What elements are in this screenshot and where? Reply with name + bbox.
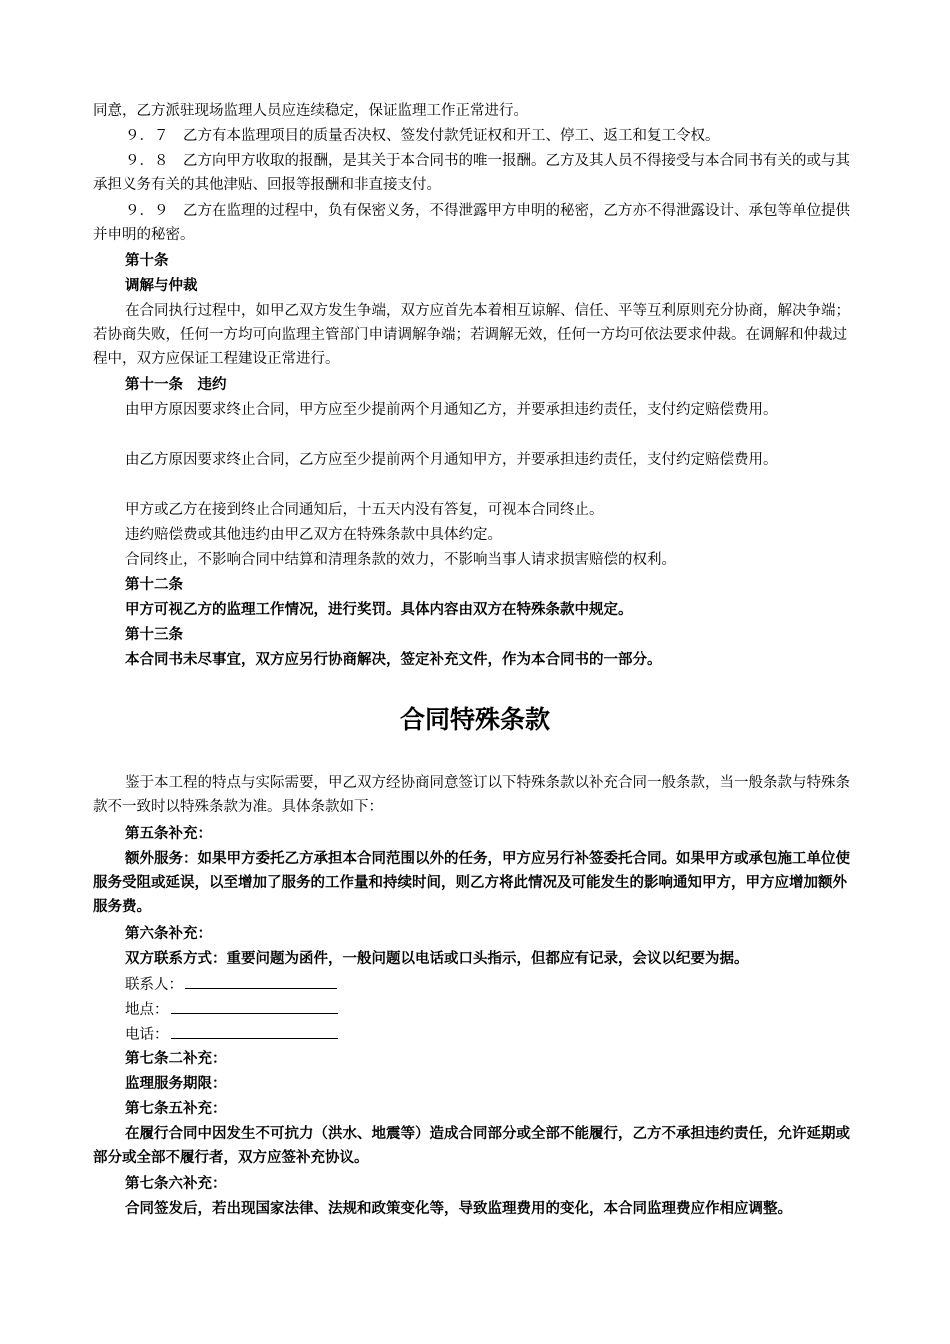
phone-blank[interactable] — [171, 1022, 338, 1039]
supplement-7-2-heading: 第七条二补充： — [125, 1050, 227, 1067]
article-11-para-3: 甲方或乙方在接到终止合同通知后，十五天内没有答复，可视本合同终止。 — [125, 502, 604, 518]
contact-person-field — [125, 972, 337, 997]
article-10-body: 在合同执行过程中，如甲乙双方发生争端，双方应首先本着相互谅解、信任、平等互利原则充分协商，解决争端；若协商失败，任何一方均可向监理主管部门申请调解争端；若调解无效，任何一方均可依法要求仲裁。在调解和仲裁过程中，双方应保证工程建设正常进行。 — [93, 303, 850, 367]
contact-person-blank[interactable] — [185, 972, 337, 989]
supplement-7-2-body: 监理服务期限： — [125, 1075, 227, 1092]
supplement-5-heading: 第五条补充： — [125, 825, 212, 842]
article-13-body: 本合同书未尽事宜，双方应另行协商解决，签定补充文件，作为本合同书的一部分。 — [125, 651, 662, 668]
article-13-heading: 第十三条 — [125, 626, 183, 643]
article-12-heading: 第十二条 — [125, 576, 183, 593]
article-11-para-5: 合同终止，不影响合同中结算和清理条款的效力，不影响当事人请求损害赔偿的权利。 — [125, 552, 676, 568]
supplement-7-5-body: 在履行合同中因发生不可抗力（洪水、地震等）造成合同部分或全部不能履行，乙方不承担违约责任，允许延期或部分或全部不履行者，双方应签补充协议。 — [93, 1125, 850, 1166]
special-terms-intro: 鉴于本工程的特点与实际需要，甲乙双方经协商同意签订以下特殊条款以补充合同一般条款，当一般条款与特殊条款不一致时以特殊条款为准。具体条款如下： — [93, 775, 850, 815]
paragraph: 同意，乙方派驻现场监理人员应连续稳定，保证监理工作正常进行。 — [93, 103, 528, 119]
special-terms-title: 合同特殊条款 — [399, 705, 550, 734]
place-label: 地点： — [125, 1002, 169, 1018]
supplement-5-body: 额外服务：如果甲方委托乙方承担本合同范围以外的任务，甲方应另行补签委托合同。如果甲方或承包施工单位使服务受阻或延误，以至增加了服务的工作量和持续时间，则乙方将此情况及可能发生的影响通知甲方，甲方应增加额外服务费。 — [93, 850, 850, 915]
place-blank[interactable] — [171, 997, 338, 1014]
article-11-para-1: 由甲方原因要求终止合同，甲方应至少提前两个月通知乙方，并要承担违约责任，支付约定赔偿费用。 — [125, 402, 778, 418]
article-12-body: 甲方可视乙方的监理工作情况，进行奖罚。具体内容由双方在特殊条款中规定。 — [125, 601, 633, 618]
supplement-7-6-body: 合同签发后，若出现国家法律、法规和政策变化等，导致监理费用的变化，本合同监理费应作相应调整。 — [125, 1200, 792, 1217]
article-11-para-4: 违约赔偿费或其他违约由甲乙双方在特殊条款中具体约定。 — [125, 527, 502, 543]
place-field — [125, 997, 338, 1022]
clause-9-9: ９．９ 乙方在监理的过程中，负有保密义务，不得泄露甲方申明的秘密，乙方亦不得泄露设计、承包等单位提供并申明的秘密。 — [93, 203, 850, 243]
clause-9-7: ９．７ 乙方有本监理项目的质量否决权、签发付款凭证权和开工、停工、返工和复工令权。 — [125, 128, 720, 144]
article-10-subheading: 调解与仲裁 — [125, 277, 198, 294]
article-11-para-2: 由乙方原因要求终止合同，乙方应至少提前两个月通知甲方，并要承担违约责任，支付约定赔偿费用。 — [125, 452, 778, 468]
supplement-7-6-heading: 第七条六补充： — [125, 1175, 227, 1192]
clause-9-8: ９．８ 乙方向甲方收取的报酬，是其关于本合同书的唯一报酬。乙方及其人员不得接受与本合同书有关的或与其承担义务有关的其他津贴、回报等报酬和非直接支付。 — [93, 153, 850, 193]
article-10-heading: 第十条 — [125, 252, 169, 269]
supplement-6-body: 双方联系方式：重要问题为函件，一般问题以电话或口头指示，但都应有记录，会议以纪要为据。 — [125, 950, 749, 967]
contact-person-label: 联系人： — [125, 977, 183, 993]
phone-label: 电话： — [125, 1027, 169, 1043]
phone-field — [125, 1022, 338, 1047]
article-11-heading: 第十一条 违约 — [125, 376, 227, 393]
supplement-7-5-heading: 第七条五补充： — [125, 1100, 227, 1117]
supplement-6-heading: 第六条补充： — [125, 925, 212, 942]
